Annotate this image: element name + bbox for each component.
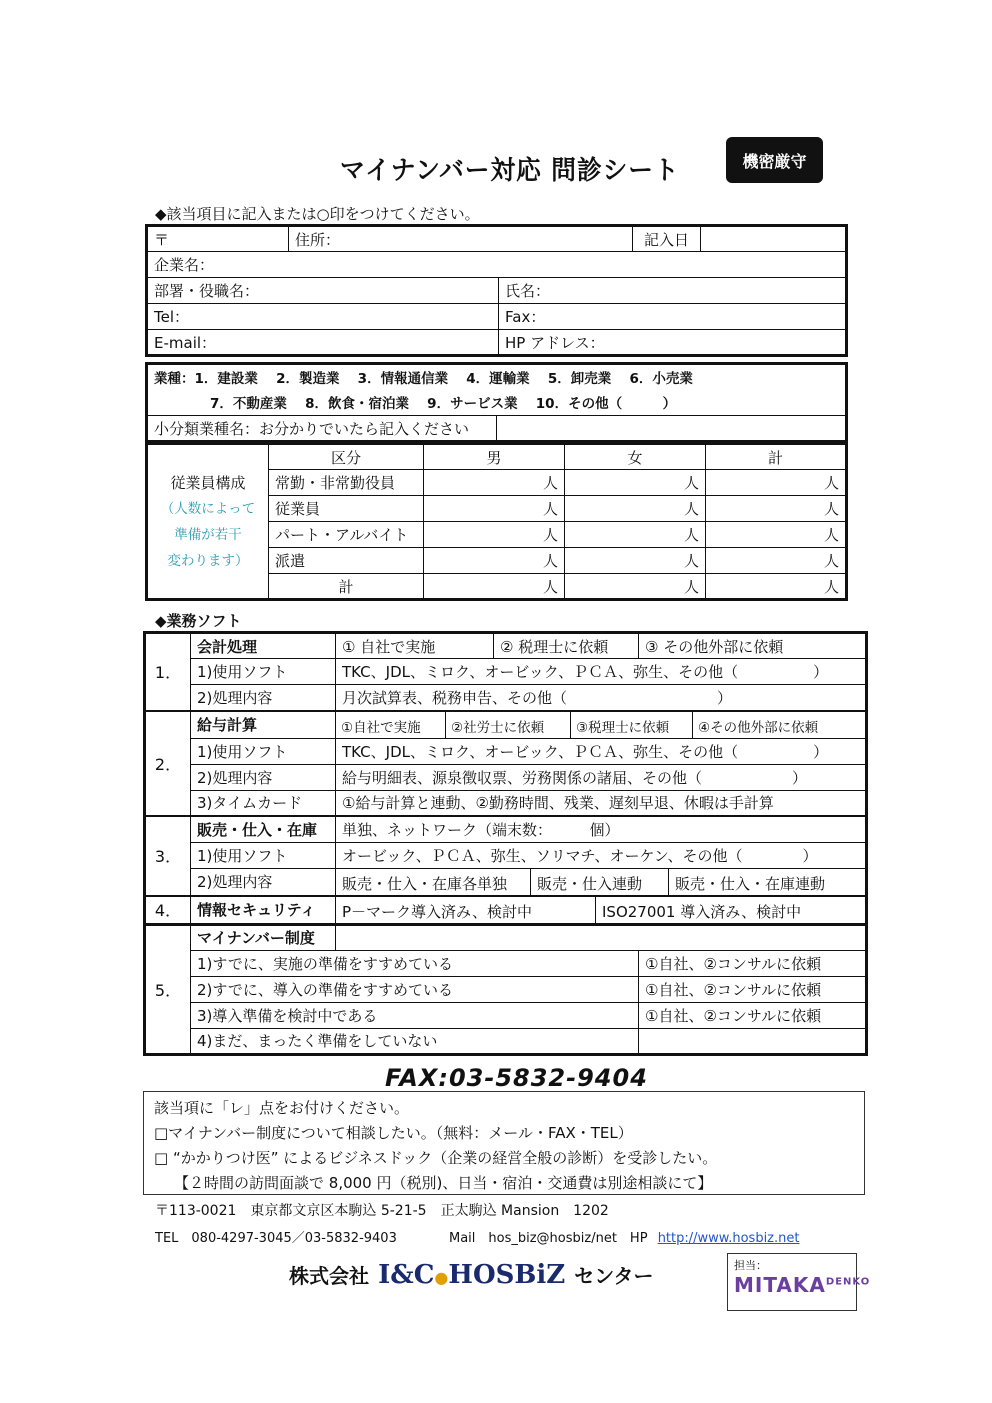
section-2-opt-2[interactable]: ②社労士に依頼: [446, 712, 571, 738]
page-title: マイナンバー対応 問診シート: [340, 156, 680, 186]
industry-line2[interactable]: 7．不動産業 8．飲食・宿泊業 9．サービス業 10．その他（ ）: [147, 390, 847, 416]
section-3-opt-3[interactable]: 販売・仕入・在庫連動: [675, 874, 826, 893]
section-2-opt-4[interactable]: ④その他外部に依頼: [698, 719, 819, 736]
instruction-text: ◆該当項目に記入または○印をつけてください。: [155, 205, 480, 223]
section-5-head: マイナンバー制度: [191, 924, 336, 950]
header-female: 女: [565, 444, 706, 470]
email-field[interactable]: E-mail：: [147, 330, 499, 356]
section-1-row2-label: 2)処理内容: [191, 685, 336, 711]
section-2-opt-3[interactable]: ③税理士に依頼: [571, 712, 693, 738]
header-male: 男: [424, 444, 565, 470]
row-label: 従業員: [269, 496, 424, 522]
section-5-row2-label[interactable]: 2)すでに、導入の準備をすすめている: [191, 976, 639, 1002]
tel-field[interactable]: Tel：: [147, 304, 499, 330]
check-note: 【２時間の訪問面談で 8,000 円（税別)、日当・宿泊・交通費は別途相談にて】: [174, 1174, 713, 1192]
staff-name-sup: DENKO: [825, 1276, 871, 1288]
employee-note-1: （人数によって: [160, 500, 256, 517]
section-1-row1-value[interactable]: TKC、JDL、ミロク、オービック、ＰＣＡ、弥生、その他（ ）: [336, 659, 867, 685]
male-count[interactable]: 人: [424, 548, 565, 574]
section-4-opt-2[interactable]: ISO27001 導入済み、検討中: [602, 902, 802, 921]
checkbox-area: [143, 1091, 865, 1195]
industry-line1[interactable]: 業種：1．建設業 2．製造業 3．情報通信業 4．運輸業 5．卸売業 6．小売業: [147, 364, 847, 390]
checkbox-consult[interactable]: □マイナンバー制度について相談したい。（無料：メール・FAX・TEL）: [154, 1124, 633, 1142]
female-count[interactable]: 人: [565, 574, 706, 600]
section-3-row2-options: [336, 868, 867, 896]
section-1-opt-3[interactable]: ③ その他外部に依頼: [639, 633, 867, 659]
staff-name: [734, 1273, 871, 1297]
total-count[interactable]: 人: [706, 496, 847, 522]
section-5-row2-value[interactable]: ①自社、②コンサルに依頼: [639, 976, 867, 1002]
section-1-row1-label: 1)使用ソフト: [191, 659, 336, 685]
section-3-row1-value[interactable]: オービック、ＰＣＡ、弥生、ソリマチ、オーケン、その他（ ）: [336, 842, 867, 868]
section-3-number: 3．: [145, 816, 191, 896]
section-3-head-value[interactable]: 単独、ネットワーク（端末数： 個）: [336, 816, 867, 842]
section-3-row2-label: 2)処理内容: [191, 868, 336, 896]
section-5-number: 5．: [145, 924, 191, 1054]
female-count[interactable]: 人: [565, 548, 706, 574]
confidential-badge: 機密厳守: [726, 137, 823, 183]
company-field[interactable]: 企業名：: [147, 252, 847, 278]
industry-table: [145, 362, 848, 443]
total-count[interactable]: 人: [706, 574, 847, 600]
logo-suffix: センター: [574, 1264, 654, 1288]
section-5-head-blank: [336, 924, 867, 950]
footer-contact: [155, 1227, 799, 1246]
section-3-opt-1[interactable]: 販売・仕入・在庫各単独: [336, 869, 531, 895]
section-4-options: [336, 896, 867, 925]
female-count[interactable]: 人: [565, 522, 706, 548]
section-2-row2-value[interactable]: 給与明細表、源泉徴収票、労務関係の諸届、その他（ ）: [336, 764, 867, 790]
section-2-opt-1[interactable]: ①自社で実施: [336, 712, 446, 738]
department-field[interactable]: 部署・役職名：: [147, 278, 499, 304]
section-1-head: 会計処理: [191, 633, 336, 659]
fax-number: FAX:03-5832-9404: [385, 1064, 648, 1092]
section-2-options: [336, 711, 867, 739]
section-2-row1-value[interactable]: TKC、JDL、ミロク、オービック、ＰＣＡ、弥生、その他（ ）: [336, 738, 867, 764]
logo-prefix: 株式会社: [289, 1264, 369, 1288]
total-count[interactable]: 人: [706, 470, 847, 496]
section-5-row3-label[interactable]: 3)導入準備を検討中である: [191, 1002, 639, 1028]
section-5-row4-label[interactable]: 4)まだ、まったく準備をしていない: [191, 1028, 639, 1054]
section-4-opt-1[interactable]: P－マーク導入済み、検討中: [336, 897, 596, 923]
section-5-row1-value[interactable]: ①自社、②コンサルに依頼: [639, 950, 867, 976]
staff-label: 担当：: [734, 1259, 767, 1272]
section-1-opt-1[interactable]: ① 自社で実施: [336, 633, 494, 659]
female-count[interactable]: 人: [565, 496, 706, 522]
employee-note-2: 準備が若干: [174, 526, 242, 543]
total-count[interactable]: 人: [706, 548, 847, 574]
footer-url-link[interactable]: http://www.hosbiz.net: [657, 1231, 800, 1246]
section-4-number: 4．: [145, 896, 191, 925]
section-1-number: 1．: [145, 633, 191, 711]
female-count[interactable]: 人: [565, 470, 706, 496]
section-5-row4-value[interactable]: [639, 1028, 867, 1054]
logo-name-2: HOSBiZ: [448, 1260, 566, 1290]
name-field[interactable]: 氏名：: [499, 278, 847, 304]
section-2-head: 給与計算: [191, 711, 336, 739]
row-label: 計: [269, 574, 424, 600]
checkbox-business-dock[interactable]: □ “かかりつけ医” によるビジネスドック（企業の経営全般の診断）を受診したい。: [154, 1149, 718, 1167]
male-count[interactable]: 人: [424, 470, 565, 496]
male-count[interactable]: 人: [424, 496, 565, 522]
section-5-row3-value[interactable]: ①自社、②コンサルに依頼: [639, 1002, 867, 1028]
section-3-opt-2[interactable]: 販売・仕入連動: [531, 869, 669, 895]
section-2-row3-label: 3)タイムカード: [191, 790, 336, 816]
software-section-title: ◆業務ソフト: [155, 612, 242, 630]
address-field[interactable]: 住所：: [289, 226, 633, 252]
postal-field[interactable]: 〒: [147, 226, 289, 252]
row-label: 派遣: [269, 548, 424, 574]
section-2-row3-value[interactable]: ①給与計算と連動、②勤務時間、残業、遅刻早退、休暇は手計算: [336, 790, 867, 816]
fax-field[interactable]: Fax：: [499, 304, 847, 330]
subcategory-label: 小分類業種名：お分かりでいたら記入ください: [147, 416, 497, 442]
section-4-head: 情報セキュリティ: [191, 896, 336, 925]
hp-field[interactable]: HP アドレス：: [499, 330, 847, 356]
check-intro: 該当項に「レ」点をお付けください。: [154, 1099, 410, 1117]
section-3-row1-label: 1)使用ソフト: [191, 842, 336, 868]
section-2-number: 2．: [145, 711, 191, 817]
employee-note-3: 変わります）: [167, 552, 249, 569]
row-label: パート・アルバイト: [269, 522, 424, 548]
logo-name-1: I&C: [378, 1260, 435, 1290]
section-3-head: 販売・仕入・在庫: [191, 816, 336, 842]
section-2-row2-label: 2)処理内容: [191, 764, 336, 790]
row-label: 常勤・非常勤役員: [269, 470, 424, 496]
footer-mail: Mail hos_biz@hosbiz/net HP: [449, 1231, 648, 1246]
total-count[interactable]: 人: [706, 522, 847, 548]
section-1-opt-2[interactable]: ② 税理士に依頼: [494, 633, 639, 659]
header-total: 計: [706, 444, 847, 470]
staff-name-main: MITAKA: [734, 1273, 826, 1297]
software-table: [143, 631, 868, 1056]
staff-box: [727, 1253, 871, 1311]
section-2-row1-label: 1)使用ソフト: [191, 738, 336, 764]
male-count[interactable]: 人: [424, 522, 565, 548]
logo-dot-icon: ●: [434, 1268, 449, 1287]
footer-tel: TEL 080-4297-3045／03-5832-9403: [155, 1231, 397, 1246]
employee-label: 従業員構成: [170, 473, 246, 492]
employee-label-cell: [147, 444, 269, 600]
company-logo: [289, 1260, 653, 1290]
section-5-row1-label[interactable]: 1)すでに、実施の準備をすすめている: [191, 950, 639, 976]
footer-address: 〒113-0021 東京都文京区本駒込 5-21-5 正太駒込 Mansion 1202: [155, 1203, 609, 1219]
male-count[interactable]: 人: [424, 574, 565, 600]
employee-table: [145, 442, 848, 601]
section-1-row2-value[interactable]: 月次試算表、税務申告、その他（ ）: [336, 685, 867, 711]
subcategory-field[interactable]: [497, 416, 847, 442]
contact-table: [145, 224, 848, 357]
date-field[interactable]: [701, 226, 847, 252]
header-category: 区分: [269, 444, 424, 470]
date-label: 記入日: [633, 226, 701, 252]
